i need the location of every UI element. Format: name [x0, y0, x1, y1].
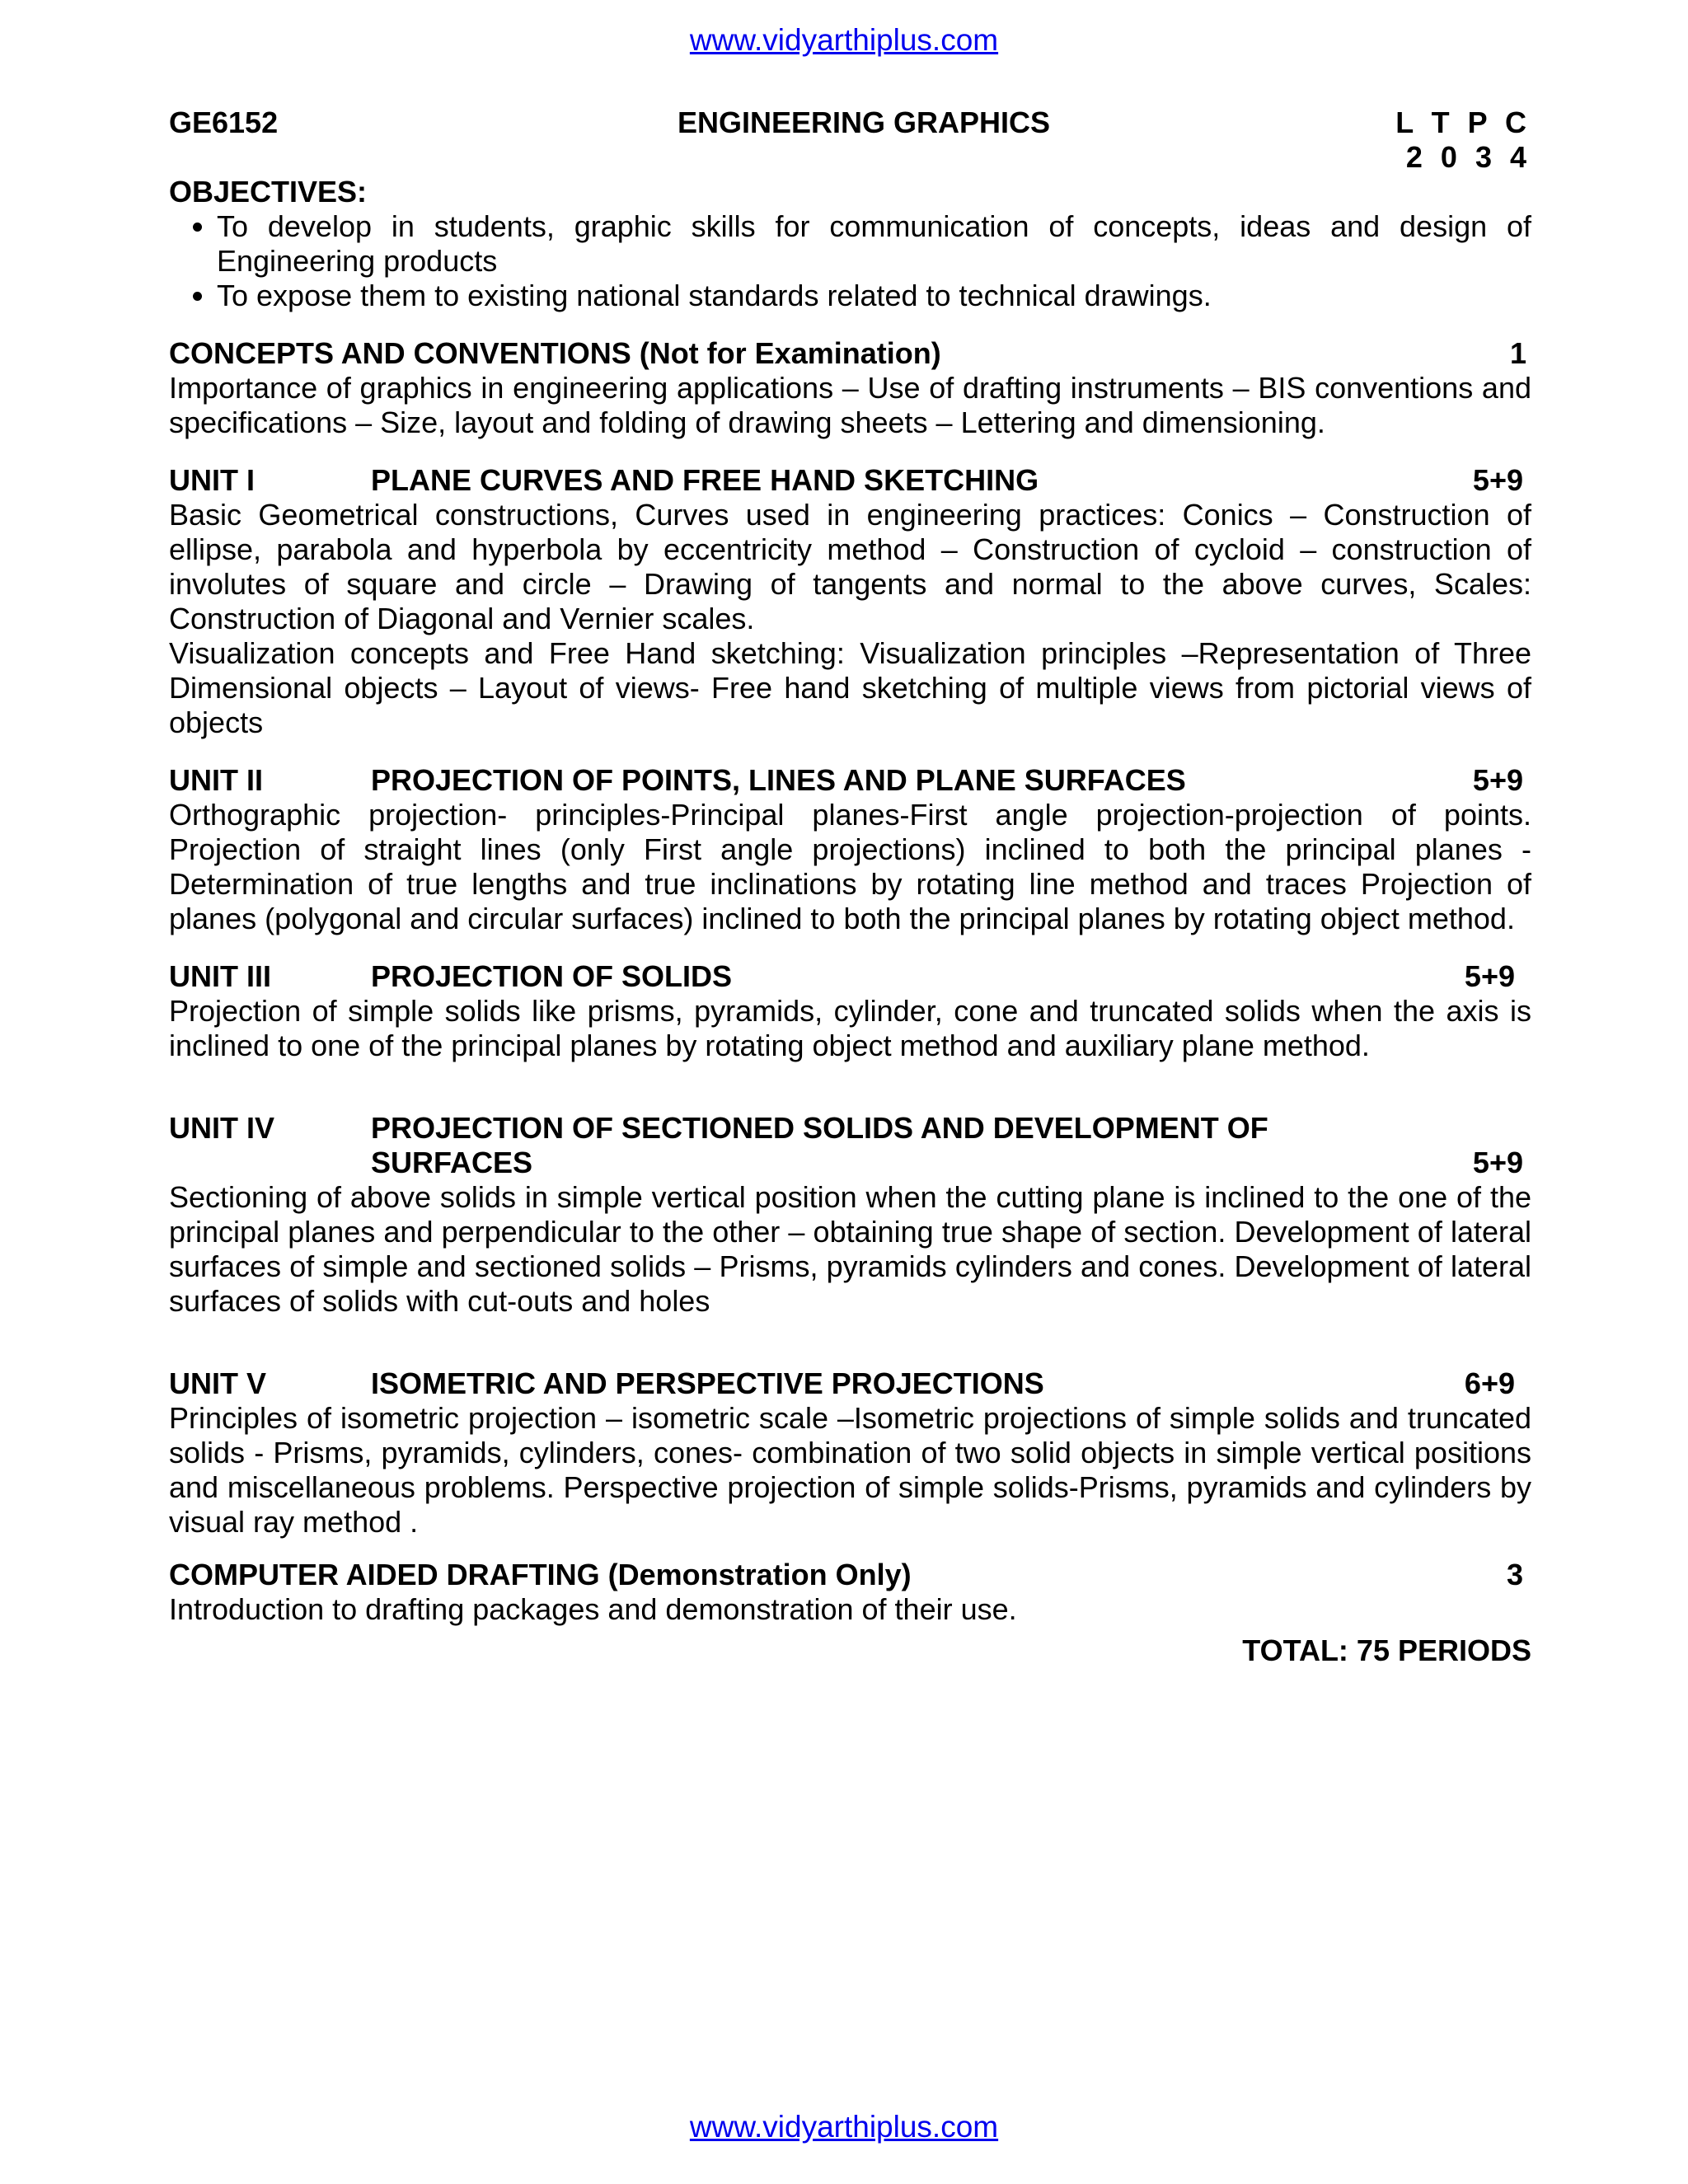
unit-4-body: Sectioning of above solids in simple vertical position when the cutting plane is inclined to the one of the principal planes and perpendicular to the other – obtaining true shape of section. Development of lateral surfaces of simple and sectioned solids – Prisms, pyramids cylinders and cones. Development of lateral surfaces of solids with cut-outs and holes: [169, 1180, 1531, 1318]
concepts-title: CONCEPTS AND CONVENTIONS (Not for Examination): [169, 336, 941, 370]
ltpc-labels: L T P C: [1395, 105, 1531, 139]
unit-3-hours: 5+9: [1464, 959, 1515, 993]
concepts-hours: 1: [1509, 336, 1526, 370]
unit-4-hours: 5+9: [1472, 1146, 1523, 1179]
unit-5-body: Principles of isometric projection – isometric scale –Isometric projections of simple solids and truncated solids - Prisms, pyramids, cylinders, cones- combination of two solid objects in simple vertical positions and miscellaneous problems. Perspective projection of simple solids-Prisms, pyramids and cylinders by visual ray method .: [169, 1401, 1531, 1539]
ltpc-values-row: [169, 140, 1531, 175]
objectives-heading: OBJECTIVES:: [169, 175, 368, 209]
unit-3-code: UNIT III: [169, 959, 271, 993]
objective-item: • To expose them to existing national standards related to technical drawings.: [217, 279, 1531, 313]
unit-3-body: Projection of simple solids like prisms, pyramids, cylinder, cone and truncated solids when the axis is inclined to one of the principal planes by rotating object method and auxiliary plane method.: [169, 994, 1531, 1062]
unit-2-body: Orthographic projection- principles-Principal planes-First angle projection-projection of points. Projection of straight lines (only First angle projections) inclined to both the principal planes - Determination of true lengths and true inclinations by rotating line method and traces Projection of planes (polygonal and circular surfaces) inclined to both the principal planes by rotating object method.: [169, 798, 1531, 935]
unit-5-heading-row: [169, 1366, 1531, 1401]
cad-hours: 3: [1506, 1558, 1523, 1591]
course-header-row: [169, 105, 1531, 140]
course-title: ENGINEERING GRAPHICS: [677, 105, 1051, 139]
unit-1-body-2: Visualization concepts and Free Hand sketching: Visualization principles –Representation of Three Dimensional objects – Layout of views- Free hand sketching of multiple views from pictorial views of objects: [169, 636, 1531, 739]
unit-1-title: PLANE CURVES AND FREE HAND SKETCHING: [371, 463, 1039, 497]
unit-4-heading-row-2: [169, 1146, 1531, 1180]
unit-5-title: ISOMETRIC AND PERSPECTIVE PROJECTIONS: [371, 1366, 1044, 1400]
unit-2-code: UNIT II: [169, 763, 263, 797]
unit-4-code: UNIT IV: [169, 1111, 275, 1145]
objective-item: • To develop in students, graphic skills for communication of concepts, ideas and design of Engineering products: [217, 209, 1531, 279]
unit-4-title: PROJECTION OF SECTIONED SOLIDS AND DEVELOPMENT OF: [371, 1111, 1268, 1145]
unit-2-hours: 5+9: [1472, 763, 1523, 797]
unit-5-hours: 6+9: [1464, 1366, 1515, 1400]
unit-2-title: PROJECTION OF POINTS, LINES AND PLANE SURFACES: [371, 763, 1186, 797]
footer-link[interactable]: www.vidyarthiplus.com: [689, 2110, 999, 2144]
cad-body: Introduction to drafting packages and demonstration of their use.: [169, 1592, 1017, 1626]
concepts-heading-row: [169, 336, 1531, 371]
unit-4-title-2: SURFACES: [371, 1146, 533, 1179]
unit-1-code: UNIT I: [169, 463, 255, 497]
objectives-list: [169, 209, 1531, 313]
unit-1-heading-row: [169, 463, 1531, 498]
unit-1-body: Basic Geometrical constructions, Curves used in engineering practices: Conics – Construction of ellipse, parabola and hyperbola by eccentricity method – Construction of cycloid – construction of involutes of square and circle – Drawing of tangents and normal to the above curves, Scales: Construction of Diagonal and Vernier scales.: [169, 498, 1531, 635]
unit-3-title: PROJECTION OF SOLIDS: [371, 959, 733, 993]
cad-title: COMPUTER AIDED DRAFTING (Demonstration Only): [169, 1558, 912, 1591]
unit-1-hours: 5+9: [1472, 463, 1523, 497]
unit-3-heading-row: [169, 959, 1531, 994]
unit-4-heading-row: [169, 1111, 1531, 1146]
syllabus-content: [169, 105, 1531, 1668]
unit-5-code: UNIT V: [169, 1366, 267, 1400]
ltpc-values: 2 0 3 4: [1405, 140, 1531, 174]
concepts-body: Importance of graphics in engineering applications – Use of drafting instruments – BIS conventions and specifications – Size, layout and folding of drawing sheets – Lettering and dimensioning.: [169, 371, 1531, 439]
total-periods: TOTAL: 75 PERIODS: [1242, 1633, 1531, 1667]
unit-2-heading-row: [169, 763, 1531, 798]
course-code: GE6152: [169, 105, 279, 139]
header-link[interactable]: www.vidyarthiplus.com: [689, 23, 999, 57]
cad-heading-row: [169, 1558, 1531, 1592]
